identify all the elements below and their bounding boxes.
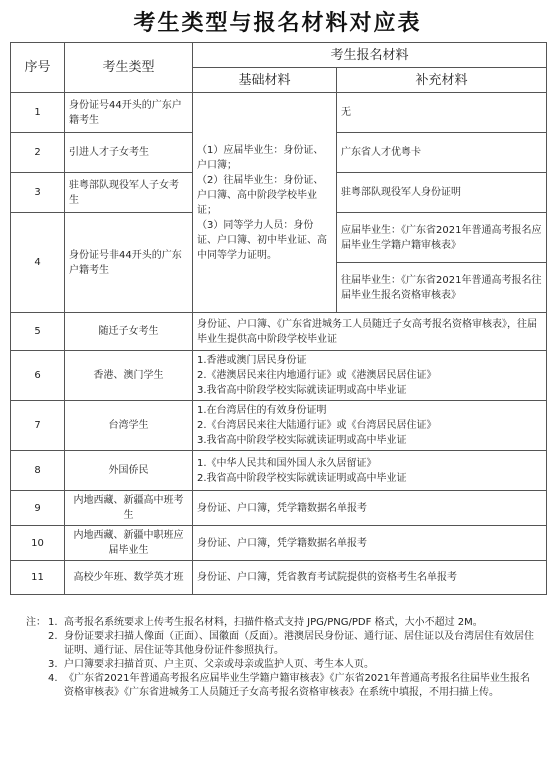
material-line: 1.在台湾居住的有效身份证明: [197, 405, 327, 416]
student-type: 外国侨民: [65, 451, 193, 491]
header-row-1: [11, 43, 547, 68]
table-row: [11, 451, 547, 491]
supplement-materials: 驻粤部队现役军人身份证明: [337, 173, 547, 213]
merged-materials: 身份证、户口簿，凭省教育考试院提供的资格考生名单报考: [193, 561, 547, 595]
table-row: [11, 401, 547, 451]
row-number: 10: [11, 526, 65, 561]
student-type: 香港、澳门学生: [65, 351, 193, 401]
notes-lead: 注：: [26, 617, 46, 628]
note-text: 身份证要求扫描人像面（正面）、国徽面（反面）。港澳居民身份证、通行证、居住证以及台湾居住有效居住证明、通行证、居住证等其他身份证件参照执行。: [64, 631, 534, 656]
note-text: 高考报名系统要求上传考生报名材料，扫描件格式支持 JPG/PNG/PDF 格式，大小不超过 2M。: [64, 617, 483, 628]
basic-line: （3）同等学力人员：身份证、户口簿、初中毕业证、高中同等学力证明。: [197, 219, 327, 261]
header-materials: 考生报名材料: [193, 43, 547, 68]
supplement-materials: 无: [337, 93, 547, 133]
student-type: 台湾学生: [65, 401, 193, 451]
row-number: 5: [11, 313, 65, 351]
material-line: 2.我省高中阶段学校实际就读证明或高中毕业证: [197, 472, 407, 484]
basic-line: （1）应届毕业生：身份证、户口簿；: [197, 144, 324, 171]
merged-materials: [193, 351, 547, 401]
page-title: 考生类型与报名材料对应表: [133, 11, 422, 36]
note-number: 3.: [48, 659, 58, 670]
student-type: 驻粤部队现役军人子女考生: [65, 173, 193, 213]
table-row: [11, 93, 547, 133]
table-row: [11, 491, 547, 526]
row-number: 7: [11, 401, 65, 451]
student-type: 高校少年班、数学英才班: [65, 561, 193, 595]
merged-materials: [193, 401, 547, 451]
row-number: 1: [11, 93, 65, 133]
materials-table: [10, 42, 547, 595]
supplement-materials: 往届毕业生：《广东省2021年普通高考报名往届毕业生报名资格审核表》: [337, 263, 547, 313]
note-item: [26, 658, 536, 672]
note-text: 户口簿要求扫描首页、户主页、父亲或母亲或监护人页、考生本人页。: [64, 659, 374, 670]
note-text: 《广东省2021年普通高考报名应届毕业生学籍户籍审核表》《广东省2021年普通高考报名往届毕业生报名资格审核表》《广东省进城务工人员随迁子女高考报名资格审核表》在系统中填报，不用扫描上传。: [64, 673, 530, 698]
note-number: 1.: [48, 617, 58, 628]
row-number: 4: [11, 213, 65, 313]
student-type: 身份证号非44开头的广东户籍考生: [65, 213, 193, 313]
header-no: 序号: [11, 43, 65, 93]
header-basic: 基础材料: [193, 68, 337, 93]
basic-materials: [193, 93, 337, 313]
notes-section: [26, 616, 536, 700]
material-line: 3.我省高中阶段学校实际就读证明或高中毕业证: [197, 435, 407, 446]
supplement-materials: 广东省人才优粤卡: [337, 133, 547, 173]
header-type: 考生类型: [65, 43, 193, 93]
merged-materials: 身份证、户口簿，凭学籍数据名单报考: [193, 491, 547, 526]
merged-materials: [193, 451, 547, 491]
merged-materials: 身份证、户口簿、《广东省进城务工人员随迁子女高考报名资格审核表》，往届毕业生提供高中阶段学校毕业证: [193, 313, 547, 351]
basic-line: （2）往届毕业生：身份证、户口簿、高中阶段学校毕业证；: [197, 174, 324, 216]
note-item: [26, 672, 536, 700]
row-number: 9: [11, 491, 65, 526]
note-item: [26, 616, 536, 630]
row-number: 8: [11, 451, 65, 491]
note-number: 4.: [48, 673, 58, 684]
student-type: 身份证号44开头的广东户籍考生: [65, 93, 193, 133]
table-row: [11, 526, 547, 561]
merged-materials: 身份证、户口簿，凭学籍数据名单报考: [193, 526, 547, 561]
material-line: 1.《中华人民共和国外国人永久居留证》: [197, 457, 377, 469]
material-line: 3.我省高中阶段学校实际就读证明或高中毕业证: [197, 385, 407, 396]
table-row: [11, 561, 547, 595]
header-supplement: 补充材料: [337, 68, 547, 93]
table-row: [11, 351, 547, 401]
student-type: 内地西藏、新疆中职班应届毕业生: [65, 526, 193, 561]
note-item: [26, 630, 536, 658]
material-line: 1.香港或澳门居民身份证: [197, 355, 307, 366]
material-line: 2.《台湾居民来往大陆通行证》或《台湾居民居住证》: [197, 420, 437, 431]
note-number: 2.: [48, 631, 58, 642]
row-number: 2: [11, 133, 65, 173]
table-row: [11, 313, 547, 351]
supplement-materials: 应届毕业生：《广东省2021年普通高考报名应届毕业生学籍户籍审核表》: [337, 213, 547, 263]
row-number: 3: [11, 173, 65, 213]
student-type: 随迁子女考生: [65, 313, 193, 351]
student-type: 内地西藏、新疆高中班考生: [65, 491, 193, 526]
row-number: 6: [11, 351, 65, 401]
row-number: 11: [11, 561, 65, 595]
student-type: 引进人才子女考生: [65, 133, 193, 173]
material-line: 2.《港澳居民来往内地通行证》或《港澳居民居住证》: [197, 370, 437, 381]
